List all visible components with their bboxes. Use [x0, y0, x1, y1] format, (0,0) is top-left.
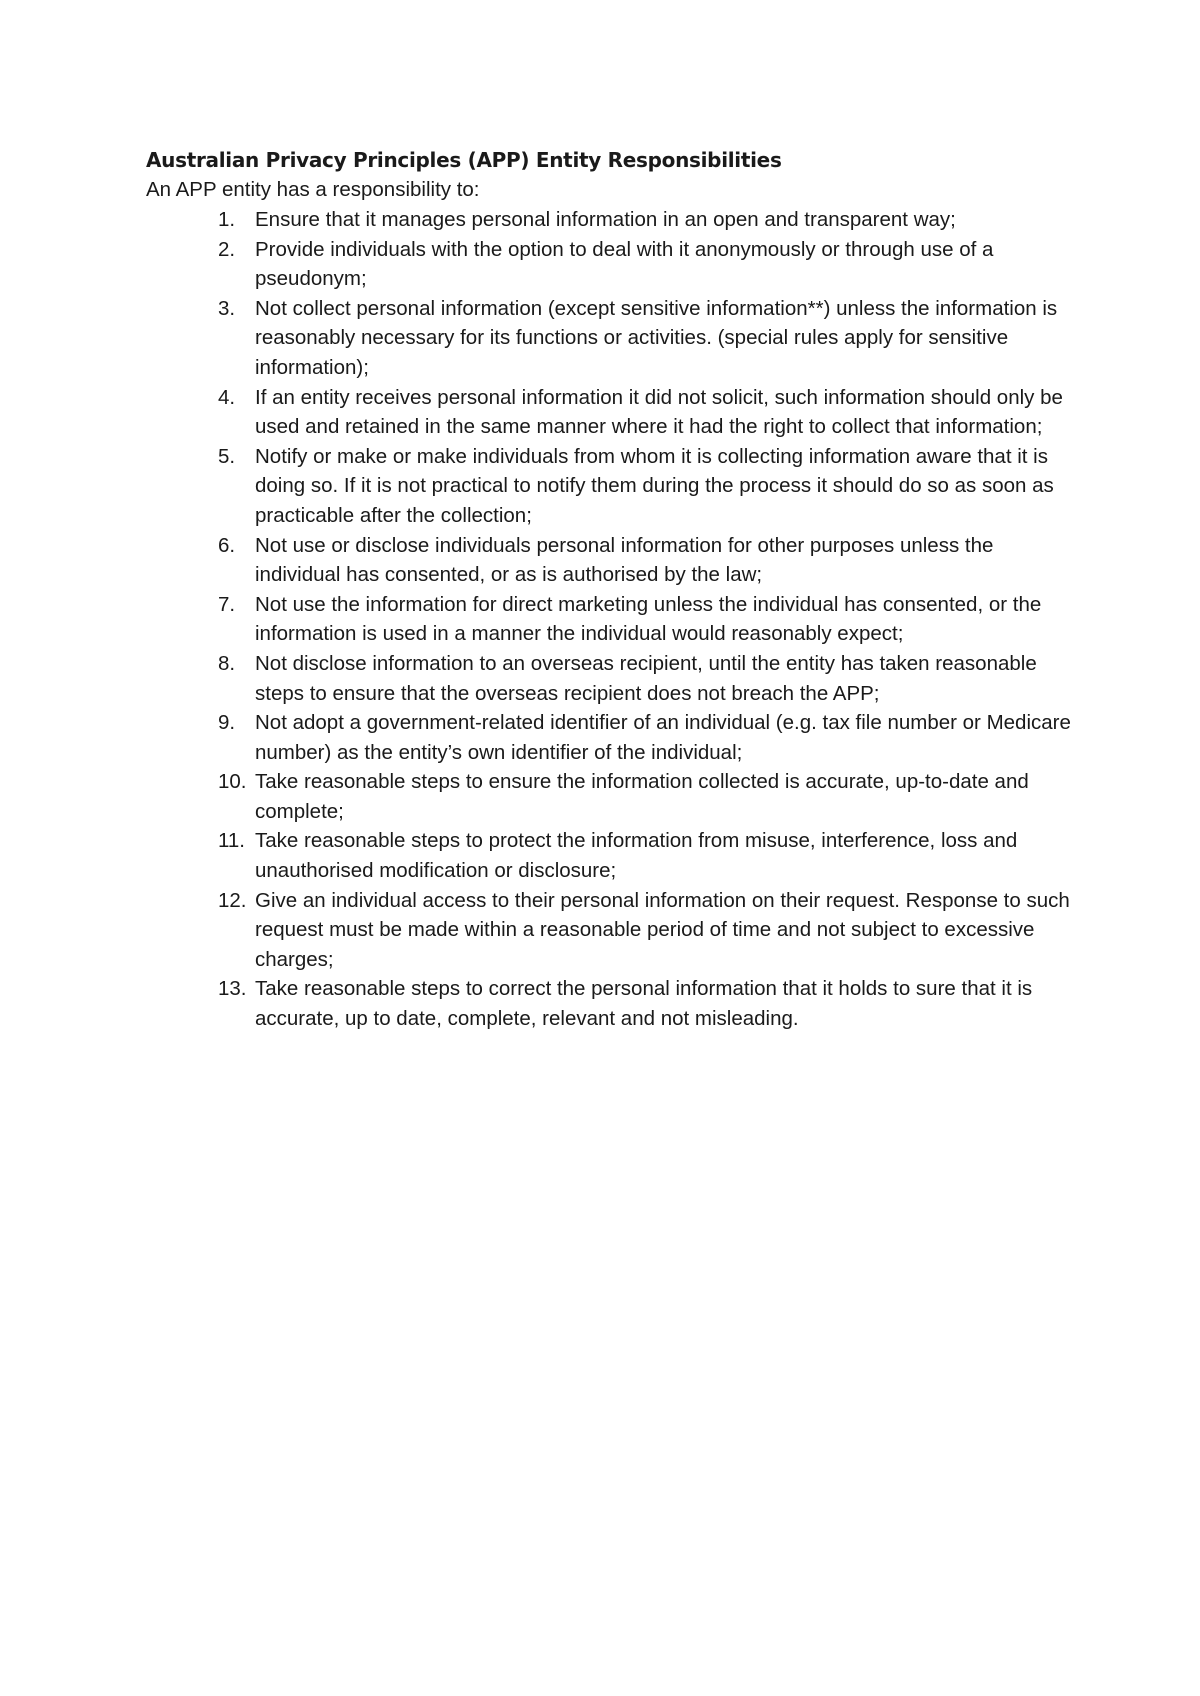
list-item	[146, 708, 1076, 767]
document-title: Australian Privacy Principles (APP) Entity Responsibilities	[146, 148, 782, 172]
list-item-number: 3.	[218, 296, 236, 320]
list-item-number: 12.	[218, 888, 247, 912]
list-item-number: 1.	[218, 208, 236, 231]
list-item-number: 5.	[218, 444, 236, 468]
list-item-text: Not use or disclose individuals personal information for other purposes unless the individual has consented, or as is authorised by the law;	[255, 533, 994, 587]
list-item-text: Notify or make or make individuals from whom it is collecting information aware that it is doing so. If it is not practical to notify them during the process it should do so as soon as practicable after the collection;	[255, 444, 1054, 527]
list-item-text: Give an individual access to their personal information on their request. Response to such request must be made within a reasonable period of time and not subject to excessive charges;	[255, 888, 1070, 971]
list-item-number: 7.	[218, 592, 236, 616]
list-item-text: Take reasonable steps to protect the information from misuse, interference, loss and unauthorised modification or disclosure;	[255, 829, 1018, 883]
list-item	[146, 974, 1076, 1033]
list-item-text: Not collect personal information (except sensitive information**) unless the information is reasonably necessary for its functions or activities. (special rules apply for sensitive information);	[255, 296, 1058, 379]
list-item-number: 13.	[218, 977, 247, 1001]
list-item-number: 4.	[218, 385, 236, 409]
document-body	[146, 145, 1076, 1034]
document-intro: An APP entity has a responsibility to:	[146, 178, 480, 201]
list-item-number: 8.	[218, 651, 236, 675]
list-item-text: If an entity receives personal information it did not solicit, such information should only be used and retained in the same manner where it had the right to collect that information;	[255, 385, 1063, 439]
list-item	[146, 442, 1076, 531]
list-item-number: 6.	[218, 533, 236, 557]
list-item	[146, 531, 1076, 590]
list-item-text: Take reasonable steps to ensure the information collected is accurate, up-to-date and complete;	[255, 770, 1029, 823]
responsibility-list	[146, 205, 1076, 1034]
list-item-text: Not adopt a government-related identifier of an individual (e.g. tax file number or Medicare number) as the entity’s own identifier of the individual;	[255, 711, 1071, 764]
list-item	[146, 235, 1076, 294]
list-item-number: 2.	[218, 237, 236, 261]
list-item	[146, 590, 1076, 649]
list-item-text: Ensure that it manages personal information in an open and transparent way;	[255, 208, 956, 231]
list-item	[146, 886, 1076, 975]
list-item	[146, 294, 1076, 383]
list-item-text: Take reasonable steps to correct the personal information that it holds to sure that it is accurate, up to date, complete, relevant and not misleading.	[255, 977, 1033, 1031]
list-item-text: Not use the information for direct marketing unless the individual has consented, or the information is used in a manner the individual would reasonably expect;	[255, 592, 1042, 646]
list-item-number: 9.	[218, 711, 236, 735]
list-item	[146, 649, 1076, 708]
list-item	[146, 383, 1076, 442]
list-item	[146, 826, 1076, 885]
list-item-number: 11.	[218, 829, 245, 853]
list-item	[146, 205, 1076, 235]
list-item-text: Not disclose information to an overseas recipient, until the entity has taken reasonable steps to ensure that the overseas recipient does not breach the APP;	[255, 651, 1037, 705]
list-item	[146, 767, 1076, 826]
list-item-text: Provide individuals with the option to deal with it anonymously or through use of a pseudonym;	[255, 237, 994, 291]
list-item-number: 10.	[218, 770, 247, 794]
